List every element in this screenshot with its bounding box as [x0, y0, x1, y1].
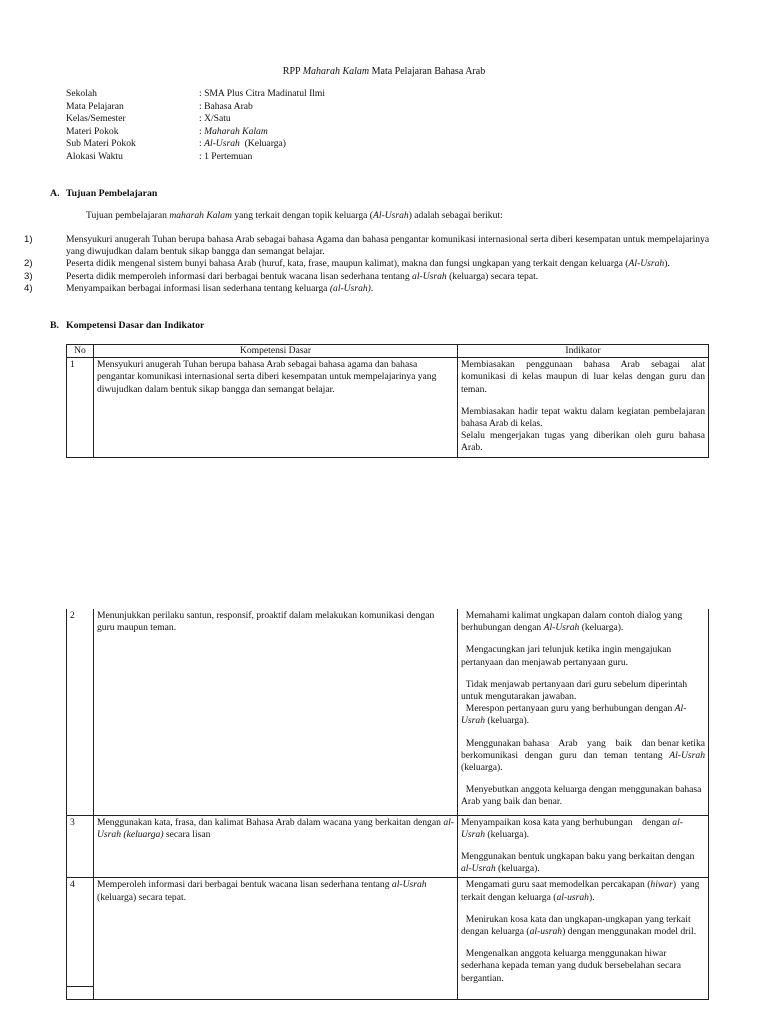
objectives-list	[24, 234, 714, 295]
table-row	[67, 815, 709, 878]
identity-table	[66, 88, 626, 164]
identity-row	[66, 88, 626, 101]
row-number: 1	[67, 358, 94, 457]
row-number: 4	[67, 878, 94, 1000]
section-b-heading: B. Kompetensi Dasar dan Indikator	[50, 320, 205, 331]
identity-label: Mata Pelajaran	[66, 100, 124, 112]
indicator-cell: Memahami kalimat ungkapan dalam contoh dialog yang berhubungan dengan Al-Usrah (keluarga). Mengacungkan jari telunjuk ketika ingin mengajukan pertanyaan dan menjawab pertanyaan guru. Tidak menjawab pertanyaan dari guru sebelum diperintah untuk mengutarakan jawaban. Merespon pertanyaan guru yang berhubungan dengan Al-Usrah (keluarga). Menggunakan bahasa Arab yang baik dan benar ketika berkomunikasi dengan guru dan teman tentang Al-Usrah (keluarga). Menyebutkan anggota keluarga dengan menggunakan bahasa Arab yang baik dan benar.	[458, 609, 709, 815]
identity-value: : Al-Usrah (Keluarga)	[199, 138, 286, 150]
row-number: 3	[67, 815, 94, 878]
objectives-intro: Tujuan pembelajaran maharah Kalam yang terkait dengan topik keluarga (Al-Usrah) adalah sebagai berikut:	[86, 210, 503, 221]
competency-cell: Mensyukuri anugerah Tuhan berupa bahasa Arab sebagai bahasa agama dan bahasa pengantar komunikasi internasional serta diberi kesempatan untuk mempelajarinya yang diwujudkan dalam bentuk sikap bangga dan semangat belajar.	[94, 358, 458, 457]
table-header-row	[67, 345, 709, 358]
objective-item: 3) Peserta didik memperoleh informasi dari berbagai bentuk wacana lisan sederhana tentang al-Usrah (keluarga) secara tepat.	[24, 270, 539, 282]
table-row	[67, 609, 709, 815]
table-row	[67, 358, 709, 457]
competency-cell: Menunjukkan perilaku santun, responsif, proaktif dalam melakukan komunikasi dengan guru maupun teman.	[94, 609, 458, 815]
identity-label: Alokasi Waktu	[66, 150, 123, 162]
header-indikator: Indikator	[458, 345, 709, 358]
document-title: RPP Maharah Kalam Mata Pelajaran Bahasa Arab	[282, 66, 486, 77]
indicator-cell: Mengamati guru saat memodelkan percakapan (hiwar) yang terkait dengan keluarga (al-usrah). Menirukan kosa kata dan ungkapan-ungkapan yang terkait dengan keluarga (al-usrah) dengan menggunakan model dril. Mengenalkan anggota keluarga menggunakan hiwar sederhana kepada teman yang duduk bersebelahan secara bergantian.	[458, 878, 709, 1000]
identity-value: : SMA Plus Citra Madinatul Ilmi	[199, 88, 326, 99]
identity-row	[66, 126, 626, 139]
identity-row	[66, 138, 626, 151]
competency-cell: Menggunakan kata, frasa, dan kalimat Bahasa Arab dalam wacana yang berkaitan dengan al-Usrah (keluarga) secara lisan	[94, 815, 458, 878]
competency-table-part2	[66, 609, 709, 1000]
objective-item: 1) Mensyukuri anugerah Tuhan berupa bahasa Arab sebagai bahasa Agama dan bahasa pengantar komunikasi internasional serta diberi kesempatan untuk mempelajarinya yang diwujudkan dalam bentuk sikap bangga dan semangat belajar.	[24, 234, 710, 258]
identity-row	[66, 151, 626, 164]
identity-label: Kelas/Semester	[66, 113, 126, 125]
objective-item: 2) Peserta didik mengenal sistem bunyi bahasa Arab (huruf, kata, frase, maupun kalimat), makna dan fungsi ungkapan yang terkait dengan keluarga (Al-Usrah).	[24, 258, 670, 270]
identity-label: Sekolah	[66, 88, 97, 99]
identity-value: : Bahasa Arab	[199, 100, 253, 112]
competency-table-part1	[66, 344, 709, 458]
objective-item: 4) Menyampaikan berbagai informasi lisan sederhana tentang keluarga (al-Usrah).	[24, 282, 374, 294]
identity-value: : X/Satu	[199, 113, 231, 125]
identity-value: : 1 Pertemuan	[199, 150, 253, 162]
competency-cell: Memperoleh informasi dari berbagai bentuk wacana lisan sederhana tentang al-Usrah (keluarga) secara tepat.	[94, 878, 458, 1000]
identity-label: Materi Pokok	[66, 125, 119, 137]
identity-label: Sub Materi Pokok	[66, 138, 136, 150]
header-no: No	[67, 345, 94, 358]
indicator-cell: Menyampaikan kosa kata yang berhubungan dengan al-Usrah (keluarga). Menggunakan bentuk ungkapan baku yang berkaitan dengan al-Usrah (keluarga).	[458, 815, 709, 878]
table-row	[67, 878, 709, 1000]
indicator-cell: Membiasakan penggunaan bahasa Arab sebagai alat komunikasi di kelas maupun di luar kelas dengan guru dan teman. Membiasakan hadir tepat waktu dalam kegiatan pembelajaran bahasa Arab di kelas. Selalu mengerjakan tugas yang diberikan oleh guru bahasa Arab.	[458, 358, 709, 457]
identity-row	[66, 113, 626, 126]
section-a-heading: A. Tujuan Pembelajaran	[50, 188, 158, 199]
identity-value: : Maharah Kalam	[199, 125, 268, 137]
header-kompetensi: Kompetensi Dasar	[94, 345, 458, 358]
identity-row	[66, 101, 626, 114]
row-number: 2	[67, 609, 94, 815]
